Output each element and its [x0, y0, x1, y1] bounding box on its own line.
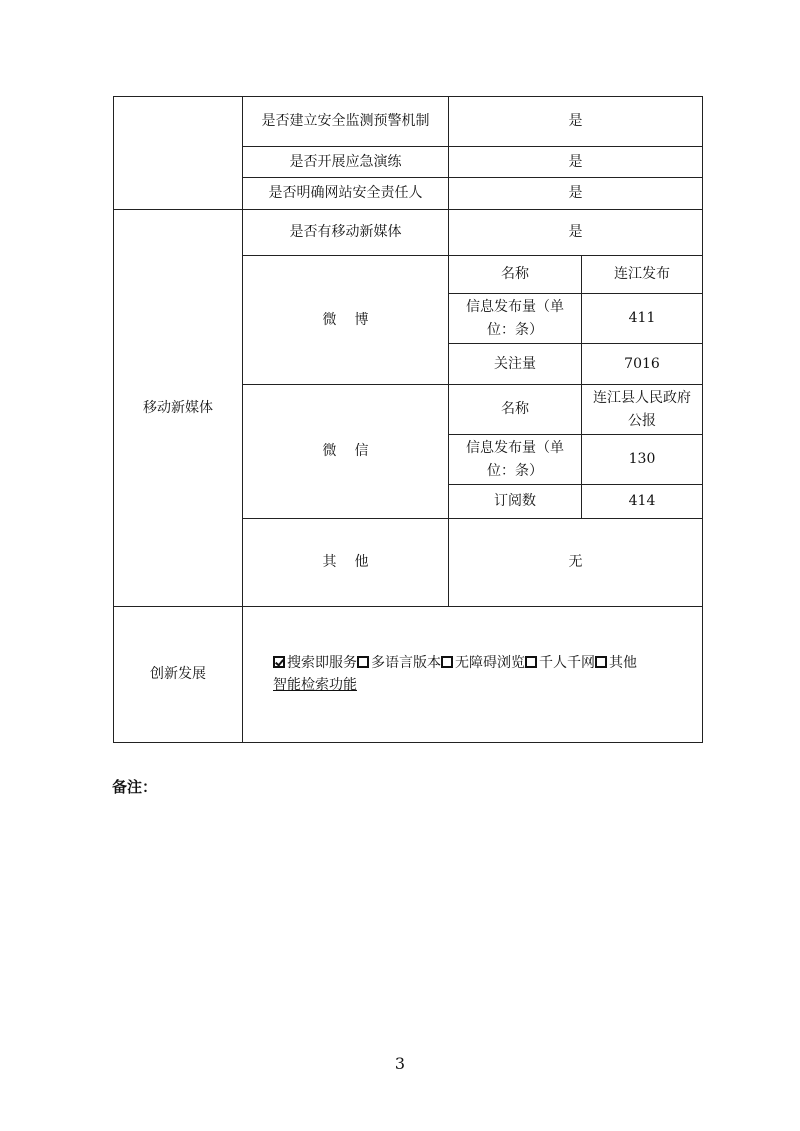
- wechat-name-label: 名称: [449, 385, 582, 435]
- wechat-label: [243, 385, 449, 519]
- security-row-value: 是: [449, 97, 703, 147]
- security-row-label: 是否建立安全监测预警机制: [243, 97, 449, 147]
- checkbox-empty-icon[interactable]: [525, 656, 537, 668]
- weibo-followers-label: 关注量: [449, 344, 582, 385]
- option-accessibility[interactable]: [441, 655, 525, 671]
- other-media-value: 无: [449, 519, 703, 607]
- weibo-name-label: 名称: [449, 256, 582, 294]
- weibo-label-b: 博: [354, 311, 369, 328]
- weibo-followers-value: 7016: [582, 344, 703, 385]
- option-label: 搜索即服务: [287, 654, 357, 671]
- option-search-as-service[interactable]: [273, 655, 357, 671]
- option-personalized[interactable]: [525, 655, 595, 671]
- option-label: 千人千网: [539, 654, 595, 671]
- weibo-posts-value: 411: [582, 294, 703, 344]
- innovation-other-text: 智能检索功能: [273, 676, 357, 693]
- option-label: 其他: [609, 654, 637, 671]
- option-multilingual[interactable]: [357, 655, 441, 671]
- wechat-posts-value: 130: [582, 435, 703, 485]
- note-label: 备注：: [112, 778, 158, 796]
- checkbox-empty-icon[interactable]: [357, 656, 369, 668]
- wechat-label-b: 信: [354, 443, 369, 460]
- security-section-cell: [114, 97, 243, 210]
- option-label: 无障碍浏览: [455, 654, 525, 671]
- innovation-section-label: 创新发展: [114, 607, 243, 743]
- security-row-value: 是: [449, 147, 703, 178]
- innovation-options: [243, 607, 703, 743]
- security-row-label: 是否开展应急演练: [243, 147, 449, 178]
- page-number: 3: [394, 1054, 406, 1073]
- checkbox-empty-icon[interactable]: [595, 656, 607, 668]
- wechat-name-value: 连江县人民政府公报: [582, 385, 703, 435]
- wechat-label-a: 微: [322, 443, 337, 460]
- checkbox-checked-icon[interactable]: [273, 656, 285, 668]
- has-media-value: 是: [449, 210, 703, 256]
- innovation-options-line: [273, 653, 694, 675]
- other-label-b: 他: [354, 554, 369, 571]
- weibo-posts-label: 信息发布量（单位：条）: [449, 294, 582, 344]
- weibo-name-value: 连江发布: [582, 256, 703, 294]
- security-row-value: 是: [449, 178, 703, 210]
- other-media-label: [243, 519, 449, 607]
- weibo-label: [243, 256, 449, 385]
- wechat-posts-label: 信息发布量（单位：条）: [449, 435, 582, 485]
- media-section-label: 移动新媒体: [114, 210, 243, 607]
- checkbox-empty-icon[interactable]: [441, 656, 453, 668]
- security-row-label: 是否明确网站安全责任人: [243, 178, 449, 210]
- wechat-subs-label: 订阅数: [449, 485, 582, 519]
- wechat-subs-value: 414: [582, 485, 703, 519]
- report-table: [113, 96, 703, 743]
- option-label: 多语言版本: [371, 654, 441, 671]
- other-label-a: 其: [322, 554, 337, 571]
- weibo-label-a: 微: [322, 311, 337, 328]
- has-media-label: 是否有移动新媒体: [243, 210, 449, 256]
- option-other[interactable]: [595, 655, 637, 671]
